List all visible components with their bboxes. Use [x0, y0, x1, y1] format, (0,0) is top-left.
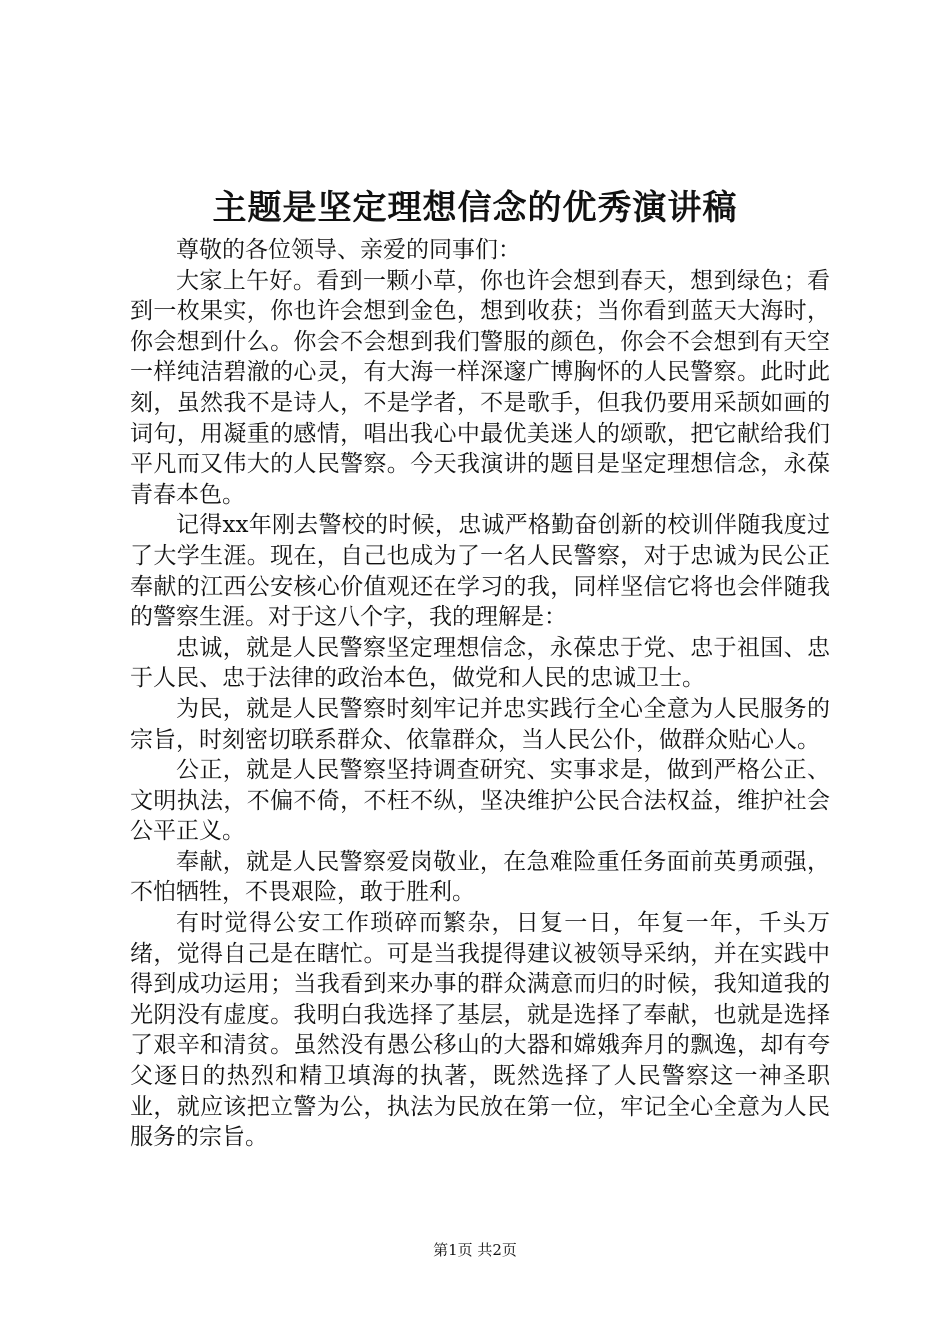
document-body: [130, 235, 830, 1153]
paragraph-justice: 公正，就是人民警察坚持调查研究、实事求是，做到严格公正、文明执法，不偏不倚，不枉不纵，坚决维护公民合法权益，维护社会公平正义。: [130, 757, 830, 845]
paragraph-greeting: 大家上午好。看到一颗小草，你也许会想到春天，想到绿色；看到一枚果实，你也许会想到金色，想到收获；当你看到蓝天大海时，你会想到什么。你会不会想到我们警服的颜色，你会不会想到有天空一样纯洁碧澈的心灵，有大海一样深邃广博胸怀的人民警察。此时此刻，虽然我不是诗人，不是学者，不是歌手，但我仍要用采颉如画的词句，用凝重的感情，唱出我心中最优美迷人的颂歌，把它献给我们平凡而又伟大的人民警察。今天我演讲的题目是坚定理想信念，永葆青春本色。: [130, 267, 830, 508]
paragraph-reflection: 有时觉得公安工作琐碎而繁杂，日复一日，年复一年，千头万绪，觉得自己是在瞎忙。可是当我提得建议被领导采纳，并在实践中得到成功运用；当我看到来办事的群众满意而归的时候，我知道我的光阴没有虚度。我明白我选择了基层，就是选择了奉献，也就是选择了艰辛和清贫。虽然没有愚公移山的大器和嫦娥奔月的飘逸，却有夸父逐日的热烈和精卫填海的执著，既然选择了人民警察这一神圣职业，就应该把立警为公，执法为民放在第一位，牢记全心全意为人民服务的宗旨。: [130, 910, 830, 1151]
paragraph-loyalty: 忠诚，就是人民警察坚定理想信念，永葆忠于党、忠于祖国、忠于人民、忠于法律的政治本色，做党和人民的忠诚卫士。: [130, 634, 830, 692]
page-number-footer: 第1页 共2页: [433, 1241, 517, 1259]
document-title: 主题是坚定理想信念的优秀演讲稿: [212, 188, 738, 228]
paragraph-serve-people: 为民，就是人民警察时刻牢记并忠实践行全心全意为人民服务的宗旨，时刻密切联系群众、依靠群众，当人民公仆，做群众贴心人。: [130, 695, 830, 753]
paragraph-salutation: 尊敬的各位领导、亲爱的同事们：: [176, 237, 521, 263]
paragraph-dedication: 奉献，就是人民警察爱岗敬业，在急难险重任务面前英勇顽强，不怕牺牲，不畏艰险，敢于胜利。: [130, 848, 830, 906]
paragraph-police-school: 记得xx年刚去警校的时候，忠诚严格勤奋创新的校训伴随我度过了大学生涯。现在，自己也成为了一名人民警察，对于忠诚为民公正奉献的江西公安核心价值观还在学习的我，同样坚信它将也会伴随我的警察生涯。对于这八个字，我的理解是：: [130, 512, 830, 631]
